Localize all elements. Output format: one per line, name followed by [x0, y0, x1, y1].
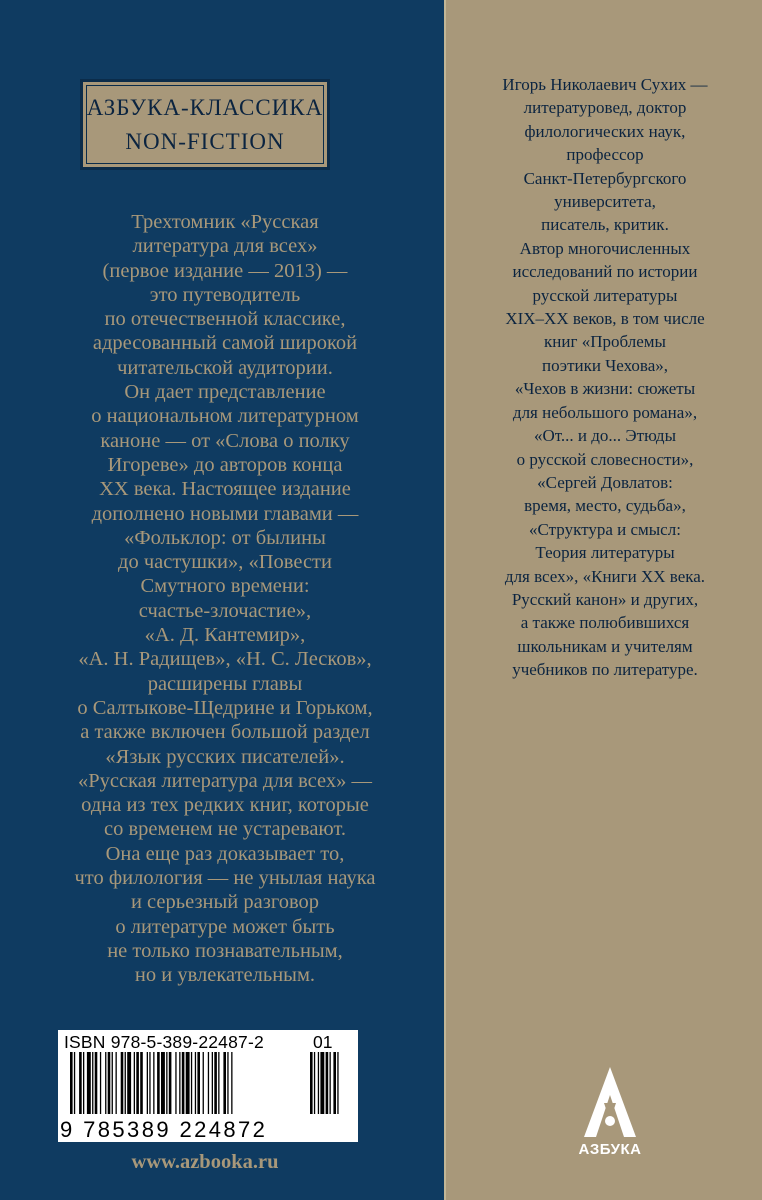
author-bio-line: русской литературы — [532, 285, 678, 305]
annotation-line: расширены главы — [147, 672, 303, 695]
series-subname: NON-FICTION — [125, 128, 285, 154]
annotation-line: Она еще раз доказывает то, — [105, 842, 345, 865]
barcode-bar — [74, 1052, 75, 1114]
barcode-addon-bar — [314, 1052, 315, 1114]
author-bio-line: «Структура и смысл: — [529, 519, 681, 539]
annotation-line: каноне — от «Слова о полку — [100, 429, 350, 452]
annotation-line: дополнено новыми главами — — [91, 502, 359, 525]
annotation-line: это путеводитель — [149, 283, 301, 306]
author-bio-line: исследований по истории — [512, 262, 698, 282]
annotation-line: о национальном литературном — [91, 405, 359, 428]
barcode-bar — [218, 1052, 219, 1114]
annotation-line: одна из тех редких книг, которые — [81, 794, 369, 817]
author-bio-line: учебников по литературе. — [512, 660, 698, 680]
author-bio-line: Русский канон» и других, — [511, 589, 699, 609]
barcode-bar — [223, 1052, 226, 1114]
barcode-bar — [87, 1052, 91, 1114]
annotation-line: читательской аудитории. — [117, 356, 333, 379]
barcode-bar — [105, 1052, 106, 1114]
annotation-line: со временем не устаревают. — [103, 818, 347, 841]
annotation-line: и серьезный разговор — [130, 891, 320, 914]
barcode-bar — [203, 1052, 204, 1114]
book-annotation — [40, 210, 410, 988]
author-bio — [460, 73, 750, 682]
annotation-line: не только познавательным, — [107, 939, 343, 962]
author-bio-line: Автор многочисленных — [519, 238, 691, 258]
barcode — [58, 1030, 358, 1142]
barcode-addon-bar — [337, 1052, 338, 1114]
barcode-bar — [212, 1052, 213, 1114]
barcode-bar — [79, 1052, 82, 1114]
annotation-line: о литературе может быть — [115, 915, 335, 938]
author-bio-line: а также полюбившихся — [520, 613, 690, 633]
barcode-bar — [175, 1052, 176, 1114]
annotation-line: «А. Н. Радищев», «Н. С. Лесков», — [78, 648, 372, 671]
author-bio-line: поэтики Чехова», — [541, 355, 669, 375]
barcode-bar — [214, 1052, 217, 1114]
author-bio-line: «Сергей Довлатов: — [537, 472, 673, 492]
author-bio-line: для всех», «Книги XX века. — [504, 566, 706, 586]
barcode-bar — [195, 1052, 196, 1114]
annotation-line: по отечественной классике, — [104, 308, 346, 331]
annotation-line: но и увлекательным. — [134, 964, 316, 987]
annotation-line: Смутного времени: — [140, 575, 310, 598]
author-bio-line: Теория литературы — [535, 543, 675, 563]
barcode-bar — [70, 1052, 73, 1114]
barcode-bar — [136, 1052, 139, 1114]
barcode-bar — [182, 1052, 185, 1114]
publisher-website[interactable]: www.azbooka.ru — [131, 1151, 279, 1173]
barcode-bar — [108, 1052, 111, 1114]
author-bio-line: школьникам и учителям — [517, 636, 693, 656]
author-bio-line: «Чехов в жизни: сюжеты — [514, 379, 696, 399]
barcode-bar — [134, 1052, 135, 1114]
annotation-line: Игореве» до авторов конца — [107, 453, 343, 476]
author-bio-line: о русской словесности», — [516, 449, 694, 469]
barcode-bar — [227, 1052, 228, 1114]
barcode-bar — [149, 1052, 150, 1114]
barcode-bar — [191, 1052, 192, 1114]
annotation-line: Он дает представление — [124, 381, 326, 404]
annotation-line: что филология — не унылая наука — [74, 867, 376, 890]
author-bio-line: для небольшого романа», — [512, 402, 698, 422]
barcode-bar — [166, 1052, 167, 1114]
author-bio-line: Санкт-Петербургского — [523, 168, 687, 188]
barcode-bar — [116, 1052, 117, 1114]
panel-divider — [444, 0, 446, 1200]
annotation-line: «Фольклор: от былины — [124, 526, 326, 549]
barcode-addon-bar — [320, 1052, 324, 1114]
annotation-line: до частушки», «Повести — [118, 551, 332, 574]
barcode-bar — [95, 1052, 98, 1114]
barcode-addon-bar — [333, 1052, 336, 1114]
annotation-line: «Русская литература для всех» — — [78, 769, 372, 792]
barcode-bar — [83, 1052, 84, 1114]
annotation-line: адресованный самой широкой — [92, 332, 358, 355]
author-bio-line: писатель, критик. — [541, 215, 669, 235]
author-bio-line: университета, — [554, 192, 656, 212]
barcode-bar — [161, 1052, 165, 1114]
isbn-number: ISBN 978-5-389-22487-2 — [64, 1032, 264, 1052]
barcode-bar — [121, 1052, 124, 1114]
barcode-addon-bar — [330, 1052, 331, 1114]
barcode-addon-bar — [318, 1052, 319, 1114]
barcode-bar — [112, 1052, 113, 1114]
barcode-bar — [208, 1052, 209, 1114]
barcode-bar — [157, 1052, 160, 1114]
author-bio-line: Игорь Николаевич Сухих — — [502, 75, 708, 94]
barcode-bar — [153, 1052, 154, 1114]
author-bio-line: «От... и до... Этюды — [534, 426, 676, 446]
annotation-line: Трехтомник «Русская — [131, 211, 319, 233]
barcode-bar — [186, 1052, 190, 1114]
annotation-line: литература для всех» — [132, 235, 318, 258]
barcode-bar — [92, 1052, 93, 1114]
barcode-bar — [197, 1052, 200, 1114]
author-bio-line: время, место, судьба», — [524, 496, 686, 516]
annotation-line: а также включен большой раздел — [80, 721, 370, 744]
annotation-line: «А. Д. Кантемир», — [144, 624, 306, 647]
publisher-logo — [570, 1065, 650, 1165]
annotation-line: (первое издание — 2013) — — [102, 259, 348, 282]
annotation-line: счастье-злочастие», — [138, 599, 312, 622]
author-bio-line: профессор — [566, 145, 644, 165]
annotation-line: о Салтыкове-Щедрине и Горьком, — [77, 696, 373, 719]
barcode-bar — [125, 1052, 126, 1114]
barcode-bar — [100, 1052, 101, 1114]
azbuka-logo-icon — [582, 1065, 638, 1141]
annotation-line: XX века. Настоящее издание — [99, 478, 351, 501]
series-label-box — [80, 79, 330, 170]
publisher-name: АЗБУКА — [578, 1141, 642, 1158]
barcode-bar — [179, 1052, 180, 1114]
barcode-digits: 9 785389 224872 — [60, 1117, 268, 1142]
barcode-addon-bar — [310, 1052, 313, 1114]
barcode-bar — [140, 1052, 143, 1114]
barcode-bar — [169, 1052, 172, 1114]
author-bio-line: XIX–XX веков, в том числе — [505, 309, 705, 329]
author-bio-line: филологических наук, — [524, 121, 686, 141]
series-name: АЗБУКА-КЛАССИКА — [86, 94, 324, 120]
barcode-bar — [231, 1052, 232, 1114]
barcode-bar — [147, 1052, 148, 1114]
isbn-addon: 01 — [313, 1032, 333, 1052]
author-bio-line: литературовед, доктор — [523, 98, 687, 118]
barcode-bars — [58, 1052, 358, 1118]
barcode-bar — [127, 1052, 131, 1114]
author-bio-line: книг «Проблемы — [544, 332, 666, 352]
barcode-addon-bar — [326, 1052, 329, 1114]
annotation-line: «Язык русских писателей». — [105, 745, 345, 768]
